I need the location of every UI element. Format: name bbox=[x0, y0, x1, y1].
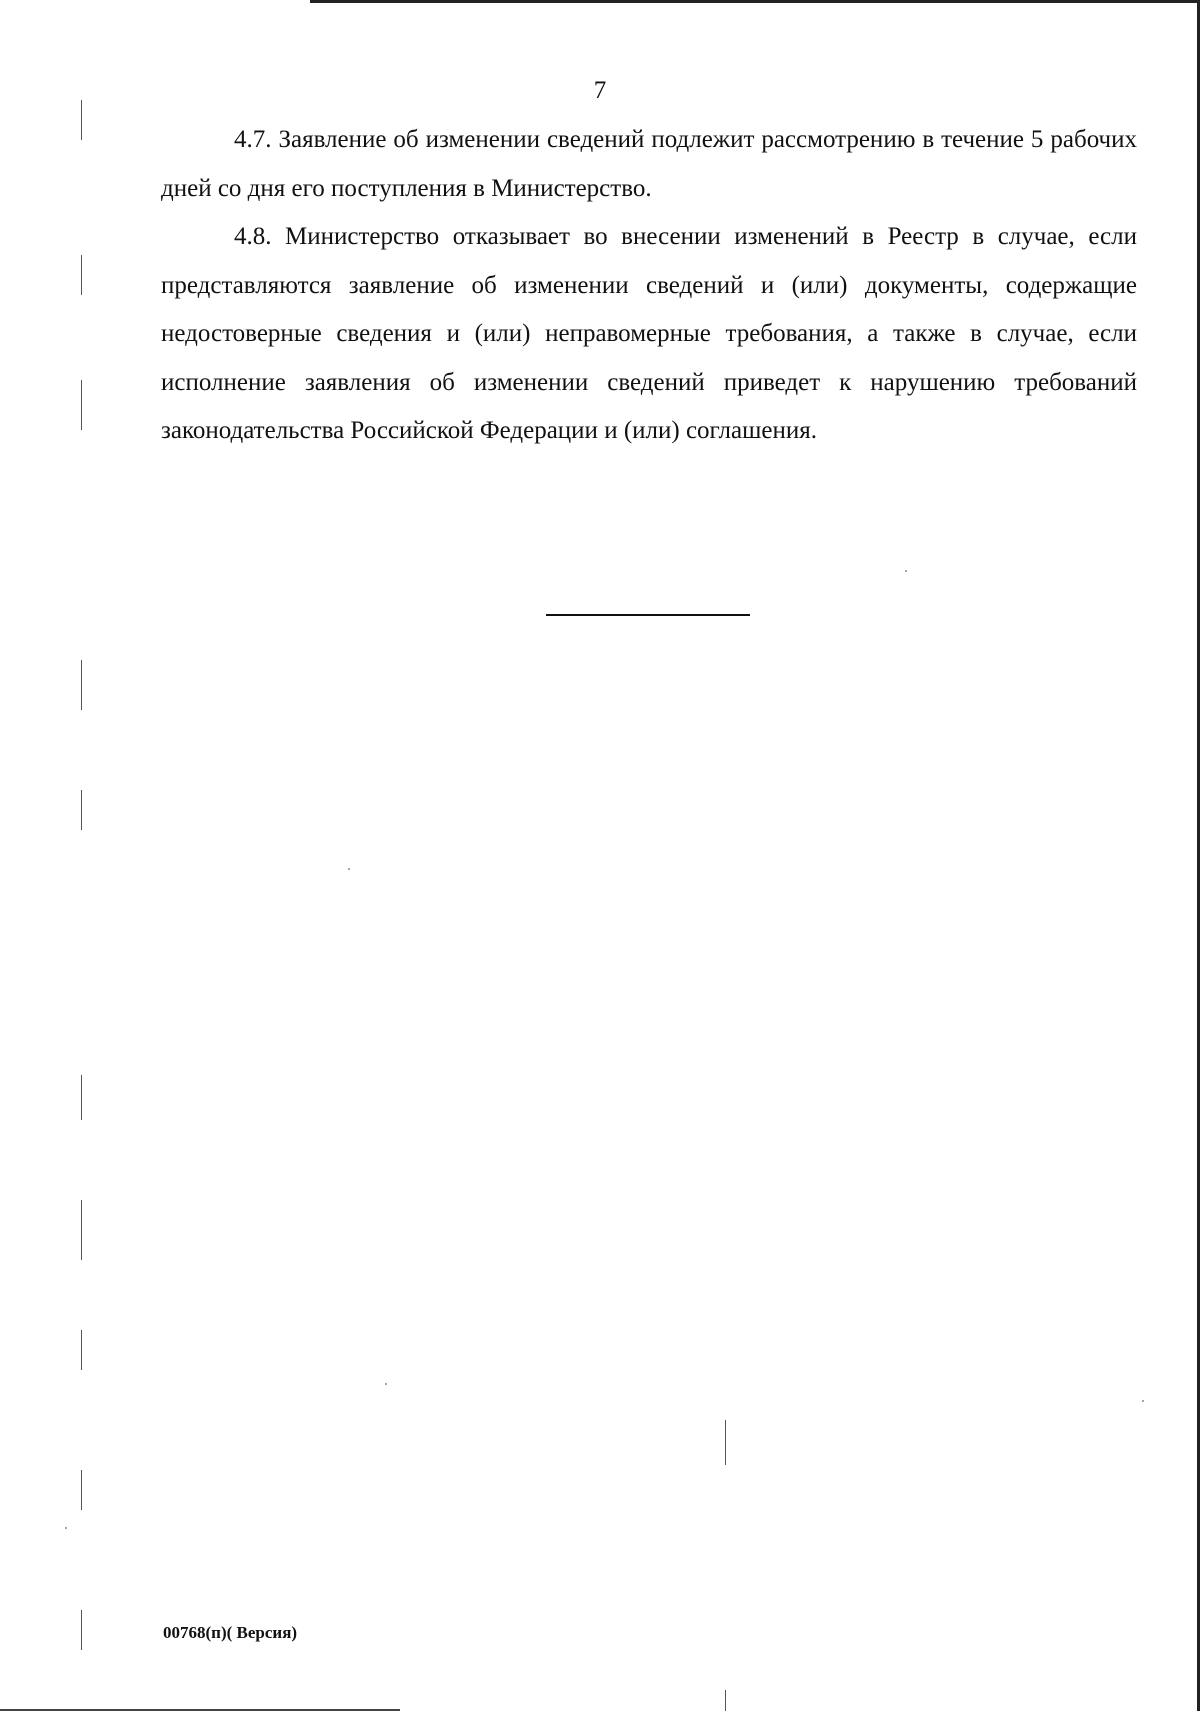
scan-speck bbox=[348, 868, 350, 870]
scan-margin-mark bbox=[81, 100, 82, 140]
scan-margin-mark bbox=[81, 380, 82, 430]
scan-margin-mark bbox=[81, 790, 82, 830]
scan-fold-mark bbox=[725, 1420, 726, 1465]
paragraph-4-8: 4.8. Министерство отказывает во внесении изменений в Реестр в случае, если представляются заявление об изменении сведений и (или) документы, содержащие недостоверные сведения и (или) неправомерные требования, а также в случае, если исполнение заявления об изменении сведений приведет к нарушению требований законодательства Российской Федерации и (или) соглашения. bbox=[161, 223, 1137, 444]
scan-speck bbox=[65, 1527, 67, 1529]
scan-margin-mark bbox=[81, 1470, 82, 1510]
scan-speck bbox=[385, 1383, 387, 1385]
document-body bbox=[161, 116, 1137, 456]
scan-edge-top bbox=[310, 0, 1200, 3]
scan-margin-mark bbox=[81, 1610, 82, 1650]
footer-document-code: 00768(п)( Версия) bbox=[163, 1623, 298, 1642]
scan-margin-mark bbox=[81, 255, 82, 295]
page-number: 7 bbox=[593, 77, 607, 104]
end-separator-line bbox=[546, 614, 750, 616]
scan-margin-mark bbox=[81, 1200, 82, 1260]
scan-fold-mark bbox=[725, 1690, 726, 1711]
scan-margin-mark bbox=[81, 1075, 82, 1120]
scan-speck bbox=[1142, 1400, 1144, 1402]
scan-margin-mark bbox=[81, 1330, 82, 1370]
paragraph-4-7: 4.7. Заявление об изменении сведений подлежит рассмотрению в течение 5 рабочих дней со дня его поступления в Министерство. bbox=[161, 126, 1137, 202]
scan-margin-mark bbox=[81, 660, 82, 710]
scan-speck bbox=[905, 570, 907, 572]
